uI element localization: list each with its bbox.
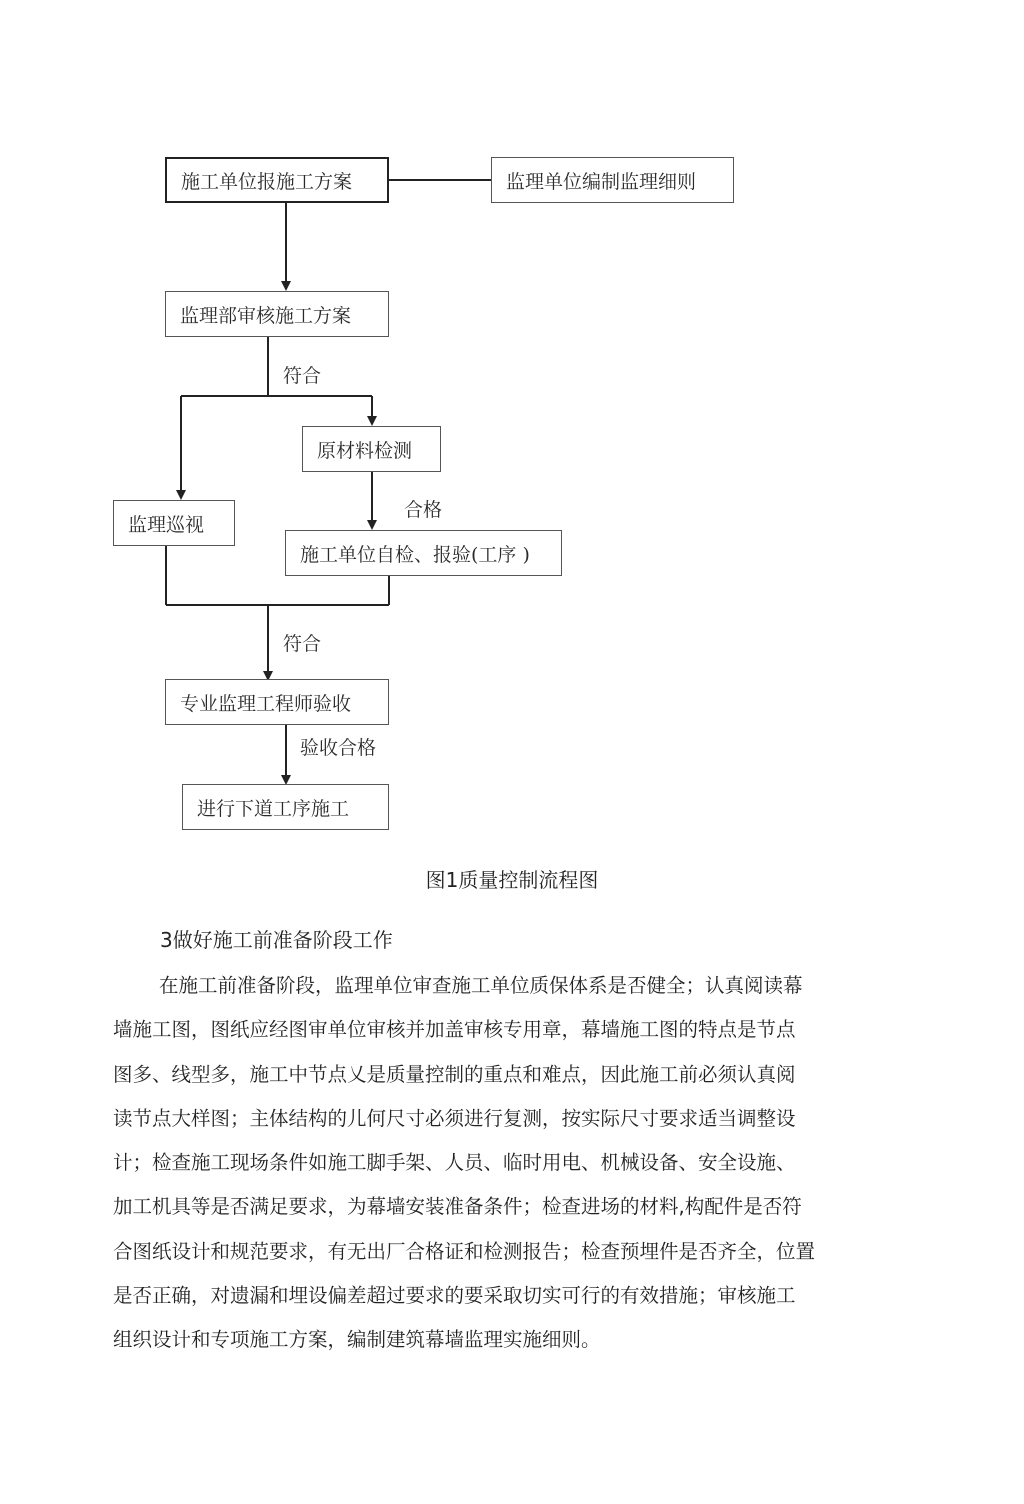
edge-label-conform-1: 符合 xyxy=(283,365,322,387)
node-label: 专业监理工程师验收 xyxy=(180,692,352,715)
node-label: 进行下道工序施工 xyxy=(197,797,350,820)
node-label: 施工单位报施工方案 xyxy=(181,170,353,193)
edge-label-accepted: 验收合格 xyxy=(300,737,377,759)
section-heading: 3做好施工前准备阶段工作 xyxy=(160,928,393,952)
paragraph-line: 在施工前准备阶段，监理单位审查施工单位质保体系是否健全；认真阅读幕 xyxy=(159,974,803,997)
paragraph-line: 组织设计和专项施工方案，编制建筑幕墙监理实施细则。 xyxy=(113,1328,601,1352)
node-next-process xyxy=(182,784,389,830)
node-material-test xyxy=(302,426,441,472)
node-self-check xyxy=(285,530,562,576)
paragraph-line: 合图纸设计和规范要求，有无出厂合格证和检测报告；检查预埋件是否齐全，位置 xyxy=(113,1239,816,1263)
node-contractor-submit-plan xyxy=(165,157,389,203)
node-engineer-accept xyxy=(165,679,389,725)
figure-caption: 图1质量控制流程图 xyxy=(425,868,599,892)
paragraph-line: 墙施工图，图纸应经图审单位审核并加盖审核专用章，幕墙施工图的特点是节点 xyxy=(113,1018,796,1042)
paragraph-line: 加工机具等是否满足要求，为幕墙安装准备条件；检查进场的材料,构配件是否符 xyxy=(113,1195,802,1219)
paragraph-line: 读节点大样图；主体结构的儿何尺寸必须进行复测，按实际尺寸要求适当调整设 xyxy=(113,1106,796,1130)
node-patrol xyxy=(113,500,235,546)
edge-label-conform-2: 符合 xyxy=(283,633,322,655)
paragraph-line: 计；检查施工现场条件如施工脚手架、人员、临时用电、机械设备、安全设施、 xyxy=(113,1151,796,1175)
paragraph-line: 图多、线型多，施工中节点乂是质量控制的重点和难点，因此施工前必须认真阅 xyxy=(113,1062,796,1086)
node-label: 监理部审核施工方案 xyxy=(180,304,352,327)
paragraph-line: 是否正确，对遗漏和埋设偏差超过要求的要采取切实可行的有效措施；审核施工 xyxy=(113,1284,796,1308)
node-label: 监理巡视 xyxy=(128,513,205,536)
node-label: 原材料检测 xyxy=(317,439,413,462)
node-supervisor-rules xyxy=(491,157,734,203)
node-label: 施工单位自检、报验(工序 ) xyxy=(300,543,530,566)
node-label: 监理单位编制监理细则 xyxy=(506,170,697,193)
edge-label-qualified: 合格 xyxy=(404,499,443,521)
node-review-plan xyxy=(165,291,389,337)
body-paragraph xyxy=(113,966,903,1365)
